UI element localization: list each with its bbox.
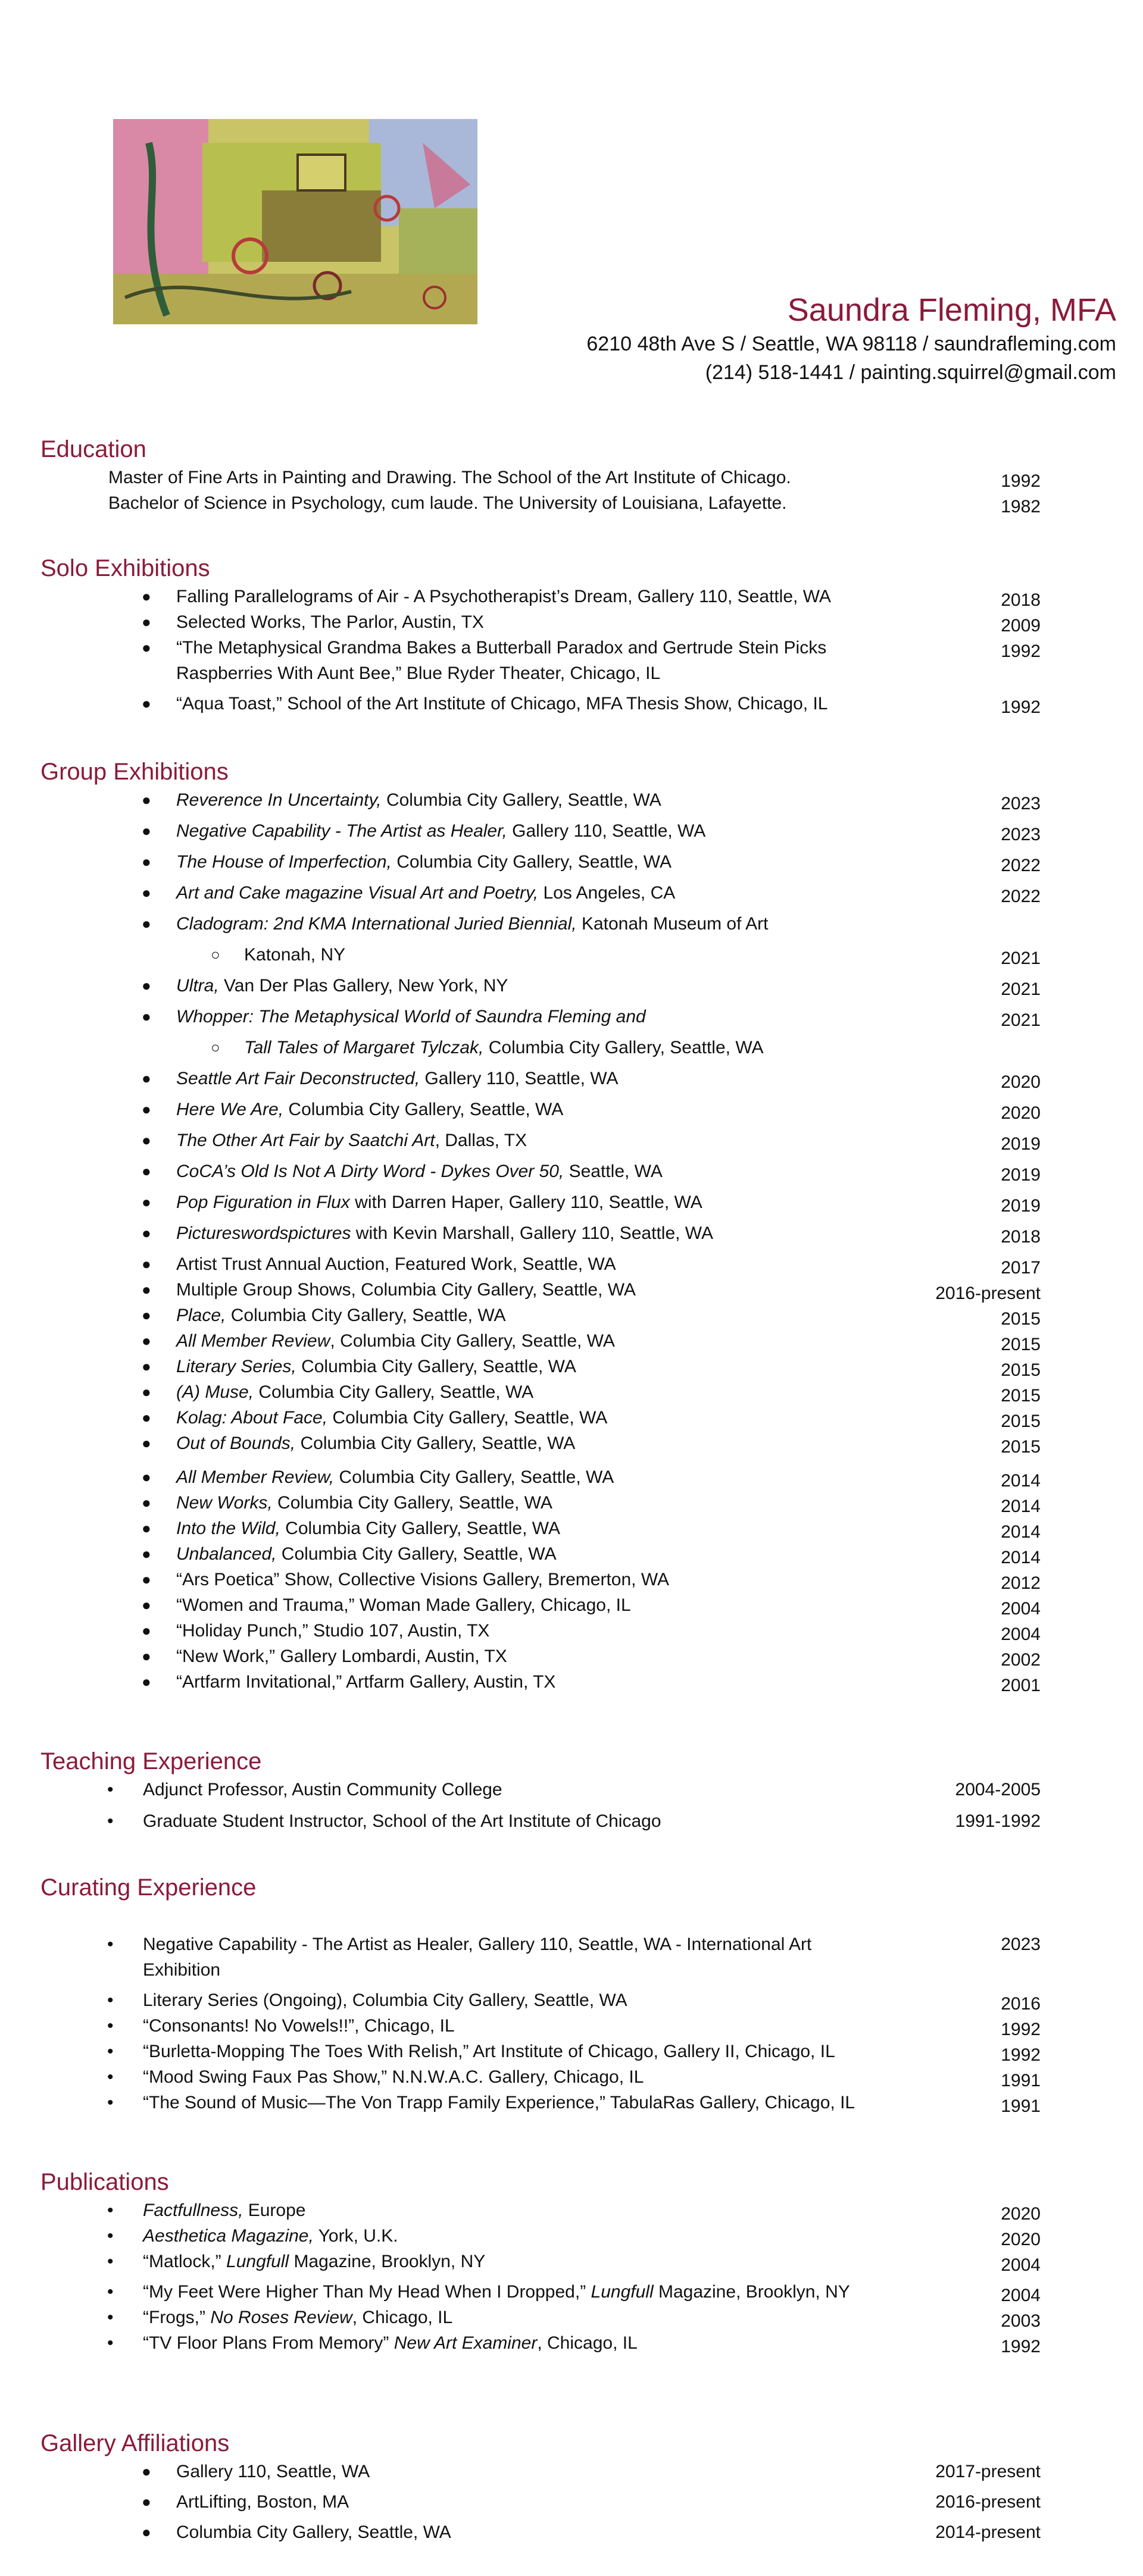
section-title: Teaching Experience	[40, 1748, 262, 1774]
list-item: ● All Member Review, Columbia City Gallery, Seattle, WA 2015	[40, 1328, 1041, 1354]
list-item: ● Whopper: The Metaphysical World of Saundra Fleming and 2021	[40, 1004, 1041, 1029]
list-item: ● Pop Figuration in Flux with Darren Haper, Gallery 110, Seattle, WA 2019	[40, 1190, 1041, 1215]
section-title: Education	[40, 436, 146, 462]
list-item: ● Here We Are, Columbia City Gallery, Seattle, WA 2020	[40, 1097, 1041, 1122]
list-item: • “TV Floor Plans From Memory” New Art Examiner, Chicago, IL 1992	[40, 2330, 1041, 2356]
list-item-continuation: Raspberries With Aunt Bee,” Blue Ryder Theater, Chicago, IL	[176, 663, 661, 683]
gallery-affiliations-section	[40, 2428, 1041, 2545]
list-item: ● Literary Series, Columbia City Gallery, Seattle, WA 2015	[40, 1354, 1041, 1379]
list-item: ● Negative Capability - The Artist as Healer, Gallery 110, Seattle, WA 2023	[40, 818, 1041, 844]
list-item: • Aesthetica Magazine, York, U.K. 2020	[40, 2223, 1041, 2249]
list-item: ● ArtLifting, Boston, MA 2016-present	[40, 2489, 1041, 2515]
list-item: ● “Holiday Punch,” Studio 107, Austin, TX 2004	[40, 1618, 1041, 1644]
list-item: ● Cladogram: 2nd KMA International Juried Biennial, Katonah Museum of Art	[40, 911, 1041, 937]
list-item: Bachelor of Science in Psychology, cum laude. The University of Louisiana, Lafayette. 1982	[108, 493, 1041, 517]
list-item: • “Matlock,” Lungfull Magazine, Brooklyn, NY 2004	[40, 2249, 1041, 2274]
list-item: ● Selected Works, The Parlor, Austin, TX 2009	[40, 609, 1041, 635]
list-item: • Factfullness, Europe 2020	[40, 2198, 1041, 2223]
list-item: ● Multiple Group Shows, Columbia City Gallery, Seattle, WA 2016-present	[40, 1277, 1041, 1303]
list-item: ● Kolag: About Face, Columbia City Gallery, Seattle, WA 2015	[40, 1405, 1041, 1431]
list-item: ● “Women and Trauma,” Woman Made Gallery, Chicago, IL 2004	[40, 1592, 1041, 1618]
list-item: ● Artist Trust Annual Auction, Featured Work, Seattle, WA 2017	[40, 1251, 1041, 1277]
section-title: Curating Experience	[40, 1874, 257, 1901]
list-item: ○ Katonah, NY 2021	[40, 942, 1041, 968]
phone-email-line: (214) 518-1441 / painting.squirrel@gmail.com	[705, 361, 1116, 384]
list-item: ○ Tall Tales of Margaret Tylczak, Columbia City Gallery, Seattle, WA	[40, 1035, 1041, 1060]
list-item: ● Reverence In Uncertainty, Columbia City Gallery, Seattle, WA 2023	[40, 787, 1041, 813]
section-title: Group Exhibitions	[40, 759, 229, 785]
section-title: Gallery Affiliations	[40, 2430, 230, 2456]
list-item: ● CoCA’s Old Is Not A Dirty Word - Dykes Over 50, Seattle, WA 2019	[40, 1159, 1041, 1184]
list-item: • “Frogs,” No Roses Review, Chicago, IL 2003	[40, 2305, 1041, 2330]
artist-name: Saundra Fleming, MFA	[787, 292, 1116, 328]
list-item: ● (A) Muse, Columbia City Gallery, Seattle, WA 2015	[40, 1379, 1041, 1405]
list-item: ● Into the Wild, Columbia City Gallery, Seattle, WA 2014	[40, 1516, 1041, 1541]
list-item: ● Columbia City Gallery, Seattle, WA 2014-present	[40, 2519, 1041, 2545]
resume-header	[586, 290, 1116, 387]
list-item: ● “Artfarm Invitational,” Artfarm Gallery, Austin, TX 2001	[40, 1669, 1041, 1695]
list-item: • “Burletta-Mopping The Toes With Relish,” Art Institute of Chicago, Gallery II, Chicago, IL 1992	[40, 2039, 1041, 2064]
list-item: ● Seattle Art Fair Deconstructed, Gallery 110, Seattle, WA 2020	[40, 1066, 1041, 1091]
list-item: • Negative Capability - The Artist as Healer, Gallery 110, Seattle, WA - International Art 2023	[40, 1932, 1041, 1957]
list-item: ● “Aqua Toast,” School of the Art Institute of Chicago, MFA Thesis Show, Chicago, IL 1992	[40, 691, 1041, 716]
list-item: ● “Ars Poetica” Show, Collective Visions Gallery, Bremerton, WA 2012	[40, 1567, 1041, 1592]
address-line: 6210 48th Ave S / Seattle, WA 98118 / saundrafleming.com	[586, 333, 1116, 355]
list-item: ● Unbalanced, Columbia City Gallery, Seattle, WA 2014	[40, 1541, 1041, 1567]
list-item: ● Ultra, Van Der Plas Gallery, New York, NY 2021	[40, 973, 1041, 999]
section-title: Publications	[40, 2169, 169, 2195]
education-section	[40, 434, 1041, 516]
list-item: ● Gallery 110, Seattle, WA 2017-present	[40, 2459, 1041, 2484]
list-item: ● Out of Bounds, Columbia City Gallery, Seattle, WA 2015	[40, 1431, 1041, 1456]
list-item: Master of Fine Arts in Painting and Drawing. The School of the Art Institute of Chicago. 1992	[108, 468, 1041, 491]
list-item: • Adjunct Professor, Austin Community College 2004-2005	[40, 1777, 1041, 1802]
list-item: ● “New Work,” Gallery Lombardi, Austin, TX 2002	[40, 1644, 1041, 1669]
solo-exhibitions-section	[40, 553, 1041, 716]
list-item: • Graduate Student Instructor, School of the Art Institute of Chicago 1991-1992	[40, 1808, 1041, 1834]
list-item: ● “The Metaphysical Grandma Bakes a Butterball Paradox and Gertrude Stein Picks 1992	[40, 635, 1041, 661]
list-item-continuation: Exhibition	[143, 1960, 221, 1980]
list-item: ● Place, Columbia City Gallery, Seattle, WA 2015	[40, 1303, 1041, 1328]
publications-section	[40, 2167, 1041, 2356]
header-painting	[113, 119, 477, 324]
list-item: • “Mood Swing Faux Pas Show,” N.N.W.A.C. Gallery, Chicago, IL 1991	[40, 2064, 1041, 2090]
curating-section	[40, 1872, 1041, 2115]
list-item: ● The House of Imperfection, Columbia City Gallery, Seattle, WA 2022	[40, 849, 1041, 875]
list-item: • “My Feet Were Higher Than My Head When I Dropped,” Lungfull Magazine, Brooklyn, NY 2004	[40, 2279, 1041, 2305]
list-item: ● The Other Art Fair by Saatchi Art, Dallas, TX 2019	[40, 1128, 1041, 1153]
list-item: ● New Works, Columbia City Gallery, Seattle, WA 2014	[40, 1490, 1041, 1516]
list-item: ● All Member Review, Columbia City Gallery, Seattle, WA 2014	[40, 1464, 1041, 1490]
list-item: ● Falling Parallelograms of Air - A Psychotherapist’s Dream, Gallery 110, Seattle, WA 2018	[40, 584, 1041, 609]
list-item: • “The Sound of Music—The Von Trapp Family Experience,” TabulaRas Gallery, Chicago, IL 1991	[40, 2090, 1041, 2115]
list-item: ● Pictureswordspictures with Kevin Marshall, Gallery 110, Seattle, WA 2018	[40, 1220, 1041, 1246]
list-item: ● Art and Cake magazine Visual Art and Poetry, Los Angeles, CA 2022	[40, 880, 1041, 906]
teaching-section	[40, 1746, 1041, 1834]
section-title: Solo Exhibitions	[40, 555, 210, 581]
list-item: • “Consonants! No Vowels!!”, Chicago, IL 1992	[40, 2013, 1041, 2039]
group-exhibitions-section	[40, 756, 1041, 1695]
list-item: • Literary Series (Ongoing), Columbia City Gallery, Seattle, WA 2016	[40, 1987, 1041, 2013]
